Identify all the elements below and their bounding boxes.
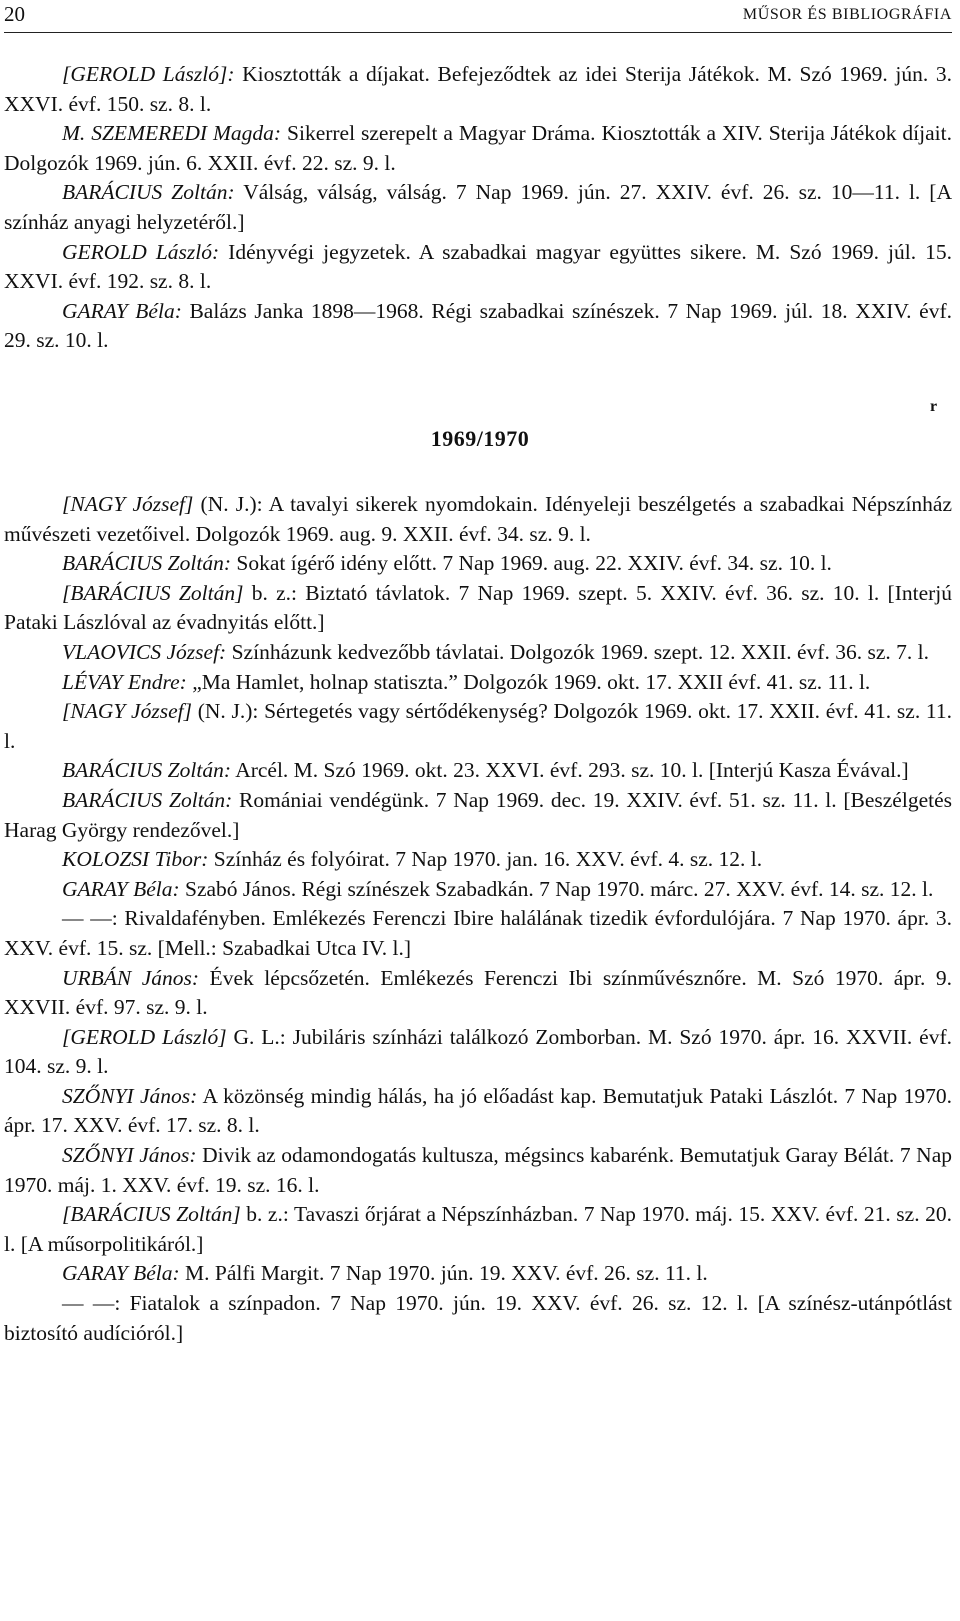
bibliography-entry xyxy=(4,490,952,549)
entry-author: [BARÁCIUS Zoltán] xyxy=(62,580,244,605)
entry-author: KOLOZSI Tibor: xyxy=(62,847,209,872)
entry-text: — —: Rivaldafényben. Emlékezés Ferenczi Ibire halálának tizedik évfordulójára. 7 Nap 1970. ápr. 3. XXV. évf. 15. sz. [Mell.: Szabadkai Utca IV. l.] xyxy=(4,906,952,960)
entry-text: Szabó János. Régi színészek Szabadkán. 7 Nap 1970. márc. 27. XXV. évf. 14. sz. 12. l. xyxy=(179,876,934,901)
entry-author: GARAY Béla: xyxy=(62,298,182,323)
bibliography-entry xyxy=(4,964,952,1023)
bibliography-entry xyxy=(4,297,952,356)
bibliography-entry xyxy=(4,786,952,845)
entry-text: (N. J.): Sértegetés vagy sértődékenység? Dolgozók 1969. okt. 17. XXII. évf. 41. sz. 11. l. xyxy=(4,699,952,753)
bibliography-entry xyxy=(4,1289,952,1348)
bibliography-entry xyxy=(4,549,952,579)
entry-text: A közönség mindig hálás, ha jó előadást kap. Bemutatjuk Pataki Lászlót. 7 Nap 1970. ápr. 17. XXV. évf. 17. sz. 8. l. xyxy=(4,1083,952,1138)
entry-text: — —: Fiatalok a színpadon. 7 Nap 1970. jún. 19. XXV. évf. 26. sz. 12. l. [A színész-utánpótlást biztosító audícióról.] xyxy=(4,1291,952,1345)
entry-author: [NAGY József] xyxy=(62,699,192,724)
entry-text: Balázs Janka 1898—1968. Régi szabadkai színészek. 7 Nap 1969. júl. 18. XXIV. évf. 29. sz. 10. l. xyxy=(4,298,952,353)
bibliography-entry xyxy=(4,1023,952,1082)
entries-1969-1970 xyxy=(4,490,952,1348)
entry-text: G. L.: Jubiláris színházi találkozó Zomborban. M. Szó 1970. ápr. 16. XXVII. évf. 104. sz. 9. l. xyxy=(4,1024,952,1079)
entry-author: LÉVAY Endre: xyxy=(62,669,187,694)
entry-text: Romániai vendégünk. 7 Nap 1969. dec. 19. XXIV. évf. 51. sz. 11. l. [Beszélgetés Harag György rendezővel.] xyxy=(4,787,952,842)
stray-print-mark: r xyxy=(930,398,938,415)
bibliography-entry xyxy=(4,1141,952,1200)
entry-author: BARÁCIUS Zoltán: xyxy=(62,551,231,576)
bibliography-entry xyxy=(4,1200,952,1259)
entry-text: b. z.: Tavaszi őrjárat a Népszínházban. 7 Nap 1970. máj. 15. XXV. évf. 21. sz. 20. l. [A műsorpolitikáról.] xyxy=(4,1202,952,1256)
bibliography-entry xyxy=(4,904,952,963)
entry-text: „Ma Hamlet, holnap statiszta.” Dolgozók 1969. okt. 17. XXII évf. 41. sz. 11. l. xyxy=(186,669,871,694)
entry-text: Kiosztották a díjakat. Befejeződtek az idei Sterija Játékok. M. Szó 1969. jún. 3. XXVI. évf. 150. sz. 8. l. xyxy=(4,62,952,116)
entry-text: Színház és folyóirat. 7 Nap 1970. jan. 16. XXV. évf. 4. sz. 12. l. xyxy=(208,847,763,872)
entry-author: BARÁCIUS Zoltán: xyxy=(62,758,231,783)
bibliography-entry xyxy=(4,238,952,297)
page-header xyxy=(4,2,952,33)
entries-1968-1969 xyxy=(4,60,952,356)
page-number: 20 xyxy=(4,2,25,26)
bibliography-entry xyxy=(4,60,952,119)
bibliography-entry xyxy=(4,756,952,786)
entry-text: Évek lépcsőzetén. Emlékezés Ferenczi Ibi színművésznőre. M. Szó 1970. ápr. 9. XXVII. évf. 97. sz. 9. l. xyxy=(4,965,953,1020)
entry-text: Válság, válság, válság. 7 Nap 1969. jún. 27. XXIV. évf. 26. sz. 10—11. l. [A színház anyagi helyzetéről.] xyxy=(4,180,952,234)
bibliography-entry xyxy=(4,638,952,668)
entry-author: BARÁCIUS Zoltán: xyxy=(62,787,233,812)
entry-author: [BARÁCIUS Zoltán] xyxy=(62,1202,241,1227)
entry-author: VLAOVICS József: xyxy=(62,639,227,664)
bibliography-entry xyxy=(4,119,952,178)
entry-author: GEROLD László: xyxy=(62,239,220,264)
bibliography-entry xyxy=(4,1082,952,1141)
bibliography-entry xyxy=(4,579,952,638)
entry-text: Sikerrel szerepelt a Magyar Dráma. Kiosztották a XIV. Sterija Játékok díjait. Dolgozók 1969. jún. 6. XXII. évf. 22. sz. 9. l. xyxy=(4,121,952,175)
section-heading-1969-1970: 1969/1970 xyxy=(430,426,530,451)
entry-author: URBÁN János: xyxy=(62,965,200,990)
entry-author: [GEROLD László]: xyxy=(62,62,235,86)
entry-author: SZŐNYI János: xyxy=(62,1083,198,1108)
entry-text: b. z.: Biztató távlatok. 7 Nap 1969. szept. 5. XXIV. évf. 36. sz. 10. l. [Interjú Pataki Lászlóval az évadnyitás előtt.] xyxy=(4,580,953,635)
entry-author: M. SZEMEREDI Magda: xyxy=(62,121,282,146)
bibliography-entry xyxy=(4,668,952,698)
running-head: MŰSOR ÉS BIBLIOGRÁFIA xyxy=(742,6,952,23)
bibliography-entry xyxy=(4,1259,952,1289)
bibliography-entry xyxy=(4,178,952,237)
entry-text: M. Pálfi Margit. 7 Nap 1970. jún. 19. XXV. évf. 26. sz. 11. l. xyxy=(179,1261,708,1286)
entry-text: Idényvégi jegyzetek. A szabadkai magyar együttes sikere. M. Szó 1969. júl. 15. XXVI. évf. 192. sz. 8. l. xyxy=(4,239,952,294)
entry-author: BARÁCIUS Zoltán: xyxy=(62,180,235,205)
entry-text: Sokat ígérő idény előtt. 7 Nap 1969. aug. 22. XXIV. évf. 34. sz. 10. l. xyxy=(231,551,832,576)
entry-author: GARAY Béla: xyxy=(62,1261,180,1286)
bibliography-entry xyxy=(4,875,952,905)
entry-text: Divik az odamondogatás kultusza, mégsincs kabarénk. Bemutatjuk Garay Bélát. 7 Nap 1970. máj. 1. XXV. évf. 19. sz. 16. l. xyxy=(4,1143,952,1197)
entry-text: Arcél. M. Szó 1969. okt. 23. XXVI. évf. 293. sz. 10. l. [Interjú Kasza Évával.] xyxy=(231,758,909,783)
entry-text: (N. J.): A tavalyi sikerek nyomdokain. Idényeleji beszélgetés a szabadkai Népszínház művészeti vezetőivel. Dolgozók 1969. aug. 9. XXII. évf. 34. sz. 9. l. xyxy=(4,492,952,546)
bibliography-entry xyxy=(4,845,952,875)
entry-author: SZŐNYI János: xyxy=(62,1143,197,1168)
entry-author: [NAGY József] xyxy=(62,492,194,516)
bibliography-entry xyxy=(4,697,952,756)
entry-text: Színházunk kedvezőbb távlatai. Dolgozók 1969. szept. 12. XXII. évf. 36. sz. 7. l. xyxy=(226,639,929,664)
entry-author: GARAY Béla: xyxy=(62,876,180,901)
entry-author: [GEROLD László] xyxy=(62,1024,227,1049)
